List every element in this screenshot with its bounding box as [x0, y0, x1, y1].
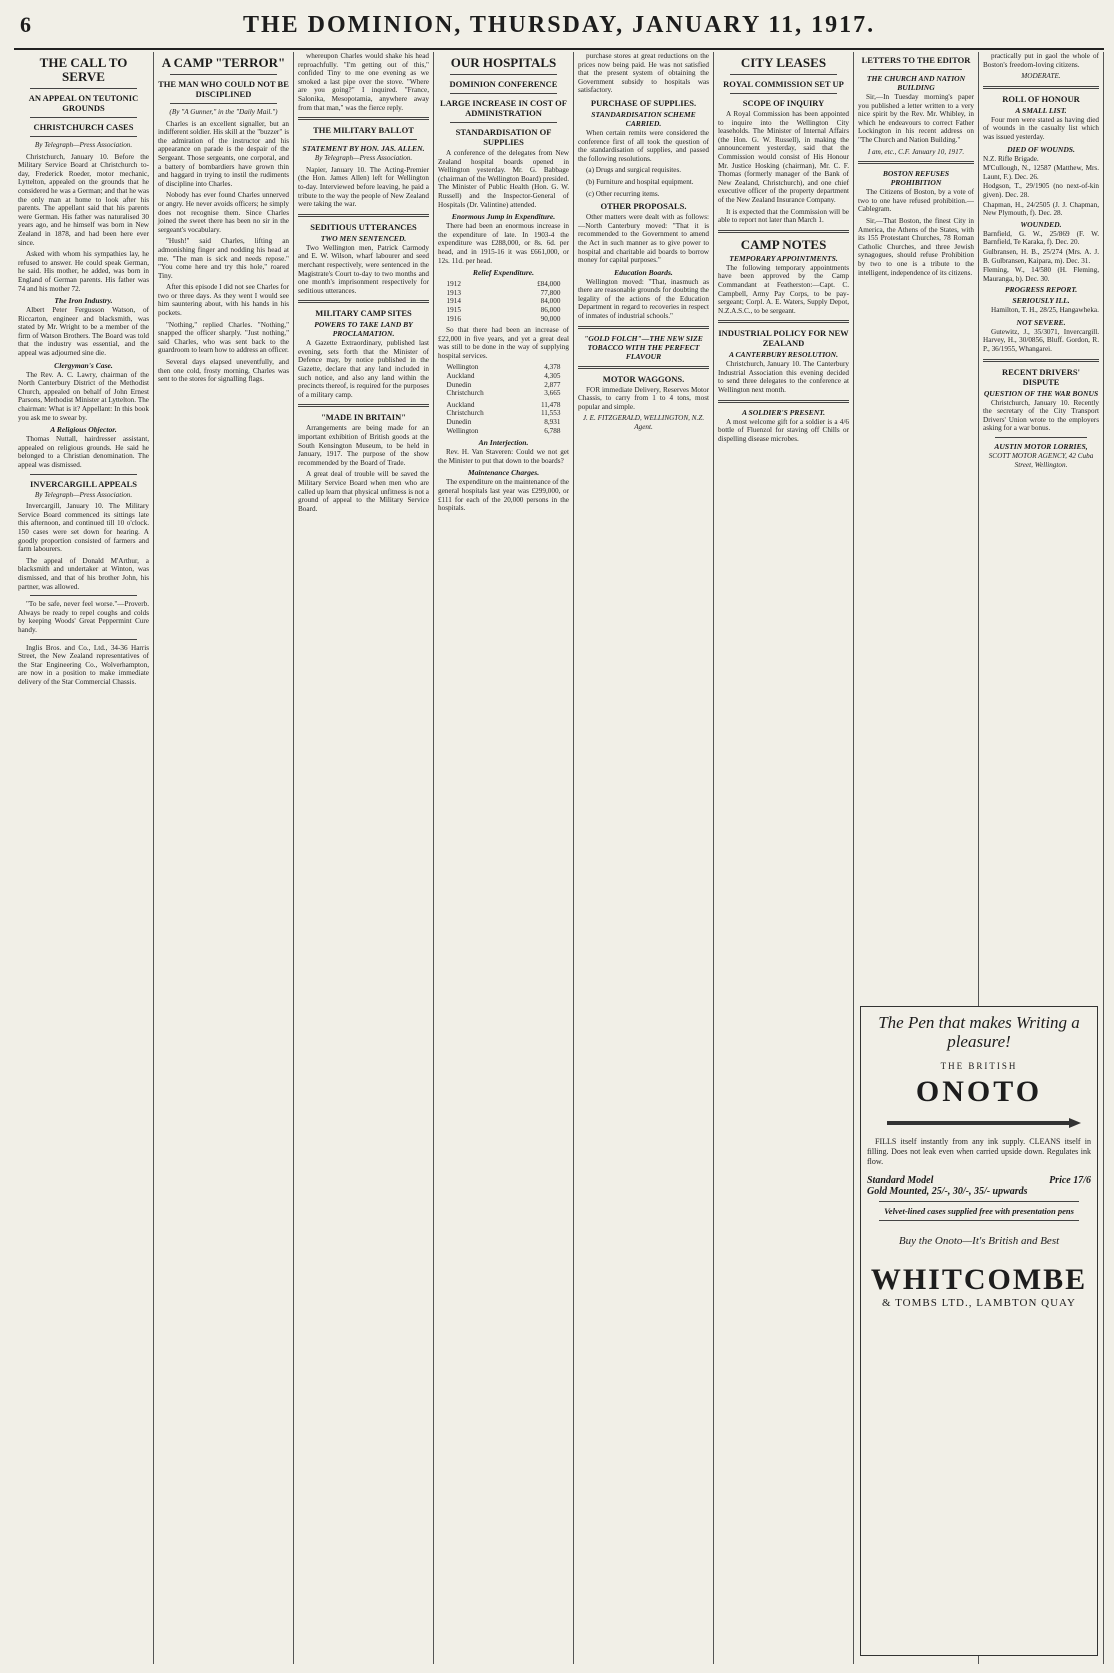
letter-paragraph: Sir,—In Tuesday morning's paper you published a letter written to a very nice spirit by the Rev. Mr. Whibley, in which he endeavours to correct Father Lockington in his recent address on "The Church and Nation Building." [858, 93, 974, 144]
divider [170, 74, 277, 75]
table-row: 1916 90,000 [446, 314, 561, 323]
column-3 [294, 52, 434, 1664]
column-1 [14, 52, 154, 1664]
advert-signature: SCOTT MOTOR AGENCY, 42 Cuba Street, Wellington. [988, 452, 1094, 469]
list-item: Barnfield, G. W., 25/869 (F. W. Barnfield, Te Karaka, f). Dec. 20. [983, 229, 1099, 247]
section-heading: Clergyman's Case. [54, 360, 113, 370]
article-paragraph: Other matters were dealt with as follows:—North Canterbury moved: "That it is recommended to the Government to amend the Act in such manner as to give power to hospital and charitable aid boards to borrow money for capital purposes." [578, 213, 709, 265]
advert-paragraph: A most welcome gift for a soldier is a 4/6 bottle of Fluenzol for staving off Chills or dispelling disease microbes. [718, 417, 849, 443]
article-paragraph: So that there had been an increase of £22,000 in five years, and yet a great deal was still to be done in the way of supplying hospital services. [438, 326, 569, 360]
divider [718, 230, 849, 233]
article-paragraph: Wellington moved: "That, inasmuch as there are reasonable grounds for doubting the legality of the actions of the Education Department in regard to recoveries in respect of inmates of industrial schools." [578, 277, 709, 321]
advert-heading: AUSTIN MOTOR LORRIES, [994, 442, 1088, 452]
advert-slogan: Buy the Onoto—It's British and Best [898, 1235, 1060, 1247]
article-paragraph: purchase stores at great reductions on the prices now being paid. He was not satisfied that the present system of obtaining the Government subsidy to hospitals was satisfactory. [578, 52, 709, 95]
column-4 [434, 52, 574, 1664]
article-paragraph: whereupon Charles would shake his head reproachfully. "I'm getting out of this," confided Tiny to me one evening as we smoked a last pipe over the stove. "Where are you going?" I inquired. "France, Salonika, Mesopotamia, anywhere away from that man," was the fierce reply. [298, 52, 429, 112]
table-row: 1913 77,800 [446, 288, 561, 297]
headline: THE MILITARY BALLOT [313, 125, 414, 136]
list-item: Gutewitz, J., 35/3071, Invercargill. Harvey, H., 30/0856, Bluff. Gordon, R. P., 36/1955, Whangarei. [983, 327, 1099, 354]
divider [30, 595, 137, 596]
divider [450, 74, 557, 75]
advert-heading: "GOLD FOLCH"—THE NEW SIZE TOBACCO WITH THE PERFECT FLAVOUR [584, 333, 703, 361]
headline: RECENT DRIVERS' DISPUTE [1001, 366, 1080, 387]
article-paragraph: The following temporary appointments have been approved by the Camp Commandant at Featherston:—Capt. C. Campbell, Army Pay Corps, to be pay-sergeant; Corpl. A. E. Waters, Supply Depot, N.Z.A.S.C., to be sergeant. [718, 263, 849, 315]
advert-heading: A SOLDIER'S PRESENT. [741, 407, 826, 417]
cities-table-2 [445, 401, 563, 435]
article-paragraph: A Royal Commission has been appointed to inquire into the Wellington City leaseholds. The Minister of Internal Affairs (the Hon. G. W. Russell), in making the announcement yesterday, said that the Commission would consist of His Honour Mr. Justice Hosking (chairman), Mr. C. F. Thomas (formerly manager of the Bank of New Zealand, Christchurch), and one chief executive officer of the property department of the New Zealand Insurance Company. [718, 110, 849, 204]
article-paragraph: Albert Peter Fergusson Watson, of Riccarton, engineer and blacksmith, was stated by Mr. Wright to be a member of the firm of Watson Brothers. The Board was told that the industry was essential, and the appeal was adjourned sine die. [18, 306, 149, 358]
divider [718, 320, 849, 323]
onoto-pen-advert [860, 1006, 1098, 1656]
cities-table [445, 363, 563, 397]
table-row: 1915 86,000 [446, 305, 561, 314]
letter-paragraph: The Citizens of Boston, by a vote of two to one have refused prohibition.—Cablegram. [858, 188, 974, 214]
list-item: Hodgson, T., 29/1905 (no next-of-kin given). Dec. 28. [983, 182, 1099, 199]
subheadline: STANDARDISATION SCHEME CARRIED. [591, 109, 696, 128]
headline: OUR HOSPITALS [450, 55, 557, 70]
section-heading: SERIOUSLY ILL. [1012, 296, 1070, 306]
divider [298, 404, 429, 407]
article-paragraph: It is expected that the Commission will be able to report not later than March 1. [718, 207, 849, 225]
divider [170, 103, 277, 104]
section-heading: An Interjection. [478, 438, 529, 448]
article-paragraph: A great deal of trouble will be saved the Military Service Board when men who are called up learn that physical unfitness is not a ground of appeal to the Military Service Board. [298, 470, 429, 513]
column-5 [574, 52, 714, 1664]
article-paragraph: Several days elapsed uneventfully, and then one cold, frosty morning, Charles was sent to the stores for signalling flags. [158, 358, 289, 384]
headline: ROLL OF HONOUR [1002, 93, 1080, 104]
subheadline: SCOPE OF INQUIRY [742, 98, 825, 108]
advert-standard-model: Standard Model [867, 1175, 934, 1186]
section-heading: Education Boards. [614, 267, 673, 277]
headline: CITY LEASES [740, 55, 827, 70]
byline: By Telegraph—Press Association. [34, 141, 133, 149]
casualty-list [983, 230, 1099, 284]
letter-paragraph: practically put in gaol the whole of Boston's freedom-loving citizens. [983, 52, 1099, 69]
article-paragraph: The expenditure on the maintenance of the general hospitals last year was £299,000, or £111 for each of the 20,000 persons in the hospitals. [438, 478, 569, 513]
divider [450, 122, 557, 123]
list-item: (a) Drugs and surgical requisites. [586, 166, 682, 175]
advert-body: FILLS itself instantly from any ink supply. CLEANS itself in filling. Does not leak even when carried upside down. Regulates ink flow. [867, 1137, 1091, 1166]
table-row: Wellington 6,788 [446, 426, 561, 435]
divider [298, 300, 429, 303]
letter-signature: MODERATE. [1021, 72, 1061, 81]
byline: By Telegraph—Press Association. [34, 490, 133, 499]
article-paragraph: Nobody has ever found Charles unnerved or angry. He never avoids officers; he simply does not recognise them. Since Charles joined the sweet there has been no sir in the sergeant's vocabulary. [158, 191, 289, 234]
advert-brand: ONOTO [915, 1075, 1043, 1108]
table-row: Auckland 11,478 [446, 400, 561, 409]
divider [870, 69, 962, 70]
masthead [14, 8, 1104, 50]
section-heading: NOT SEVERE. [1016, 317, 1066, 327]
article-paragraph: Napier, January 10. The Acting-Premier (the Hon. James Allen) left for Wellington to-day. Interviewed before leaving, he paid a tribute to the way the people of New Zealand were taking the war. [298, 165, 429, 209]
divider [30, 474, 137, 475]
subheadline: PURCHASE OF SUPPLIES. [590, 97, 697, 108]
article-paragraph: The Rev. A. C. Lawry, chairman of the North Canterbury District of the Methodist Church, appealed on behalf of John Ernest Parsons, Methodist Minister at Lyttelton. The chairman: What is it? Appellant: In this book you ask me to swear by. [18, 370, 149, 422]
letter-signature: I am, etc., C.F. January 10, 1917. [867, 147, 965, 156]
article-paragraph: When certain remits were considered the conference first of all took the question of the standardisation of supplies, and passed the following resolutions. [578, 128, 709, 163]
subheadline: DOMINION CONFERENCE [449, 79, 558, 89]
divider [30, 136, 137, 137]
article-paragraph: Thomas Nuttall, hairdresser assistant, appealed on religious grounds. He said he belonged to a Christian denomination. The appeal was dismissed. [18, 435, 149, 469]
advert-gold-price: Gold Mounted, 25/-, 30/-, 35/- upwards [867, 1186, 1028, 1197]
advert-seller: WHITCOMBE [870, 1263, 1088, 1296]
article-paragraph: After this episode I did not see Charles for two or three days. As they went I would see him sauntering about, with his hands in his pockets. [158, 283, 289, 318]
headline: SEDITIOUS UTTERANCES [310, 221, 417, 232]
section-heading: PROGRESS REPORT. [1004, 285, 1078, 295]
advert-tagline: The Pen that makes Writing a pleasure! [878, 1013, 1080, 1051]
divider [983, 86, 1099, 89]
byline: (By "A Gunner," in the "Daily Mail.") [169, 108, 278, 116]
table-row: 1912 £84,000 [446, 280, 561, 289]
headline: LETTERS TO THE EDITOR [861, 55, 971, 65]
subheadline: BOSTON REFUSES PROHIBITION [882, 169, 950, 188]
headline: "MADE IN BRITAIN" [321, 412, 406, 423]
headline: INDUSTRIAL POLICY FOR NEW ZEALAND [718, 328, 849, 349]
subheadline: THE MAN WHO COULD NOT BE DISCIPLINED [158, 79, 289, 99]
subheadline: INVERCARGILL APPEALS [30, 478, 137, 489]
table-row: Christchurch 3,665 [446, 389, 561, 398]
subheadline: STANDARDISATION OF SUPPLIES [455, 127, 552, 147]
section-heading: WOUNDED. [1020, 219, 1062, 229]
article-paragraph: Two Wellington men, Patrick Carmody and E. W. Wilson, wharf labourer and seed merchant respectively, were sentenced in the Magistrate's Court to-day to two months and one month's imprisonment respectively for seditious utterances. [298, 243, 429, 295]
subheadline: TEMPORARY APPOINTMENTS. [729, 253, 838, 263]
section-heading: Enormous Jump in Expenditure. [451, 212, 556, 222]
subheadline: LARGE INCREASE IN COST OF ADMINISTRATION [440, 98, 567, 118]
table-row: Auckland 4,305 [446, 372, 561, 381]
divider [578, 366, 709, 369]
subheadline: A SMALL LIST. [1015, 105, 1067, 115]
section-heading: Maintenance Charges. [467, 468, 540, 478]
divider [310, 139, 417, 140]
table-row: Dunedin 8,931 [446, 418, 561, 427]
article-paragraph: The appeal of Donald M'Arthur, a blacksmith and undertaker at Winton, was dismissed, and that of his brother John, his partner, was allowed. [18, 556, 149, 591]
divider [983, 359, 1099, 362]
list-item: N.Z. Rifle Brigade. [983, 154, 1039, 163]
article-paragraph: Christchurch, January 10. Before the Military Service Board at Christchurch to-day, Frederick Roeder, motor mechanic, Lyttelton, appealed on the grounds that he considered he was a German; and that he was the only man at home to look after his parents. The appellant said that his parents were German. His father was naturalised 30 years ago, and he himself was born in New Zealand in 1878, and had been here ever since. [18, 152, 149, 247]
subheadline: POWERS TO TAKE LAND BY PROCLAMATION. [314, 320, 413, 339]
table-row: 1914 84,000 [446, 297, 561, 306]
column-2 [154, 52, 294, 1664]
article-paragraph: Rev. H. Van Staveren: Could we not get the Minister to put that down to the boards? [438, 448, 569, 465]
advert-standard-price: Price 17/6 [1049, 1175, 1091, 1186]
divider [879, 1220, 1079, 1221]
article-paragraph: Charles is an excellent signaller, but an indifferent soldier. His skill at the "buzzer" is the admiration of the instructor and his appearance on parade is the despair of the Sergeant. Those sergeants, one corporal, and a battery of bombardiers have grown thin and haggard in trying to instil the rudiments of discipline into Charles. [158, 119, 289, 188]
divider [30, 639, 137, 640]
divider [298, 214, 429, 217]
advert-brand-prefix: THE BRITISH [940, 1061, 1018, 1071]
table-row: Christchurch 11,553 [446, 409, 561, 418]
advert-paragraph: Inglis Bros. and Co., Ltd., 34-36 Harris Street, the New Zealand representatives of the Star Engineering Co., Wolverhampton, are now in a position to make immediate delivery of the Star Commercial Chassis. [18, 643, 149, 686]
divider [730, 93, 837, 94]
article-paragraph: A Gazette Extraordinary, published last evening, sets forth that the Minister of Defence may, by notice published in the Gazette, declare that any land included in such notice, and also any land within the precincts thereof, is required for the purposes of a military camp. [298, 339, 429, 399]
advert-signature: J. E. FITZGERALD, WELLINGTON, N.Z. Agent. [582, 414, 705, 432]
divider [995, 437, 1087, 438]
advert-paragraph: FOR immediate Delivery, Reserves Motor Chassis, to carry from 1 to 4 tons, most popular and simple. [578, 385, 709, 411]
list-item: (b) Furniture and hospital equipment. [586, 177, 694, 186]
article-paragraph: Four men were stated as having died of wounds in the casualty list which was issued yesterday. [983, 115, 1099, 141]
article-paragraph: "Hush!" said Charles, lifting an admonishing finger and nodding his head at me. "The man is sick and needs repose." "You come here and try this hole," roared Tiny. [158, 237, 289, 280]
divider [730, 74, 837, 75]
article-paragraph: There had been an enormous increase in the expenditure of late. In 1903-4 the expenditure was £288,000, or 8s. 6d. per head, and in 1915-16 it was £661,000, or 12s. 11d. per head. [438, 222, 569, 265]
divider [879, 1201, 1079, 1202]
subheadline: AN APPEAL ON TEUTONIC GROUNDS [28, 93, 139, 113]
article-paragraph: Invercargill, January 10. The Military Service Board commenced its sittings late this afternoon, and continued till 10 o'clock. 150 cases were set down for hearing. A goodly proportion consisted of farmers and farm labourers. [18, 502, 149, 554]
advert-paragraph: "To be safe, never feel worse."—Proverb. Always be ready to repel coughs and colds by keeping Woods' Great Peppermint Cure handy. [18, 600, 149, 634]
subheadline: A CANTERBURY RESOLUTION. [728, 350, 839, 360]
page-number: 6 [20, 12, 31, 37]
casualty-list [983, 155, 1099, 218]
subheadline: STATEMENT BY HON. JAS. ALLEN. [302, 144, 425, 154]
advert-heading: MOTOR WAGGONS. [602, 373, 685, 384]
list-item: Chapman, H., 24/2505 (J. J. Chapman, New Plymouth, f). Dec. 28. [983, 200, 1099, 218]
section-heading: Relief Expenditure. [472, 268, 535, 278]
list-item: M'Cullough, N., 12587 (Matthew, Mrs. Launt, F.). Dec. 26. [983, 164, 1099, 181]
relief-expenditure-table [445, 280, 563, 323]
fountain-pen-icon [887, 1115, 1071, 1131]
subheadline: TWO MEN SENTENCED. [320, 233, 407, 243]
section-heading: A Religious Objector. [50, 425, 117, 435]
divider [30, 88, 137, 89]
divider [718, 400, 849, 403]
masthead-title: THE DOMINION, THURSDAY, JANUARY 11, 1917. [242, 12, 876, 38]
table-row: Wellington 4,378 [446, 363, 561, 372]
headline: MILITARY CAMP SITES [315, 308, 412, 319]
headline: THE CALL TO SERVE [39, 55, 128, 84]
article-paragraph: Arrangements are being made for an important exhibition of British goods at the South Kensington Museum, to be held in January, 1917. The purpose of the show recommended by the Board of Trade. [298, 424, 429, 467]
list-item: Fleming, W., 14/580 (H. Fleming, Mauranga, b). Dec. 30. [983, 266, 1099, 283]
subheadline: CHRISTCHURCH CASES [33, 122, 134, 132]
article-paragraph: Asked with whom his sympathies lay, he refused to answer. He could speak German, he said. His mother, he added, was born in England of German parents. His father was 74 and his mother 72. [18, 250, 149, 293]
subheadline: THE CHURCH AND NATION BUILDING [866, 74, 966, 92]
list-item: Hamilton, T. H., 28/25, Hangawheka. [991, 306, 1099, 315]
subheadline: QUESTION OF THE WAR BONUS [983, 388, 1099, 398]
headline: A CAMP "TERROR" [161, 55, 286, 70]
article-paragraph: Christchurch, January 10. Recently the secretary of the City Transport Drivers' Union wrote to the employers asking for a war bonus. [983, 398, 1099, 433]
advert-velvet-cases: Velvet-lined cases supplied free with presentation pens [884, 1206, 1074, 1216]
section-heading: DIED OF WOUNDS. [1007, 144, 1075, 154]
advert-seller-address: & TOMBS LTD., LAMBTON QUAY [882, 1297, 1076, 1309]
subheadline: ROYAL COMMISSION SET UP [723, 79, 844, 89]
divider [578, 326, 709, 329]
divider [298, 117, 429, 120]
letter-paragraph: Sir,—That Boston, the finest City in America, the Athens of the States, with its 155 Protestant Churches, 78 Roman Catholic Churches, and three Jewish synagogues, should refuse Prohibition by two to one is a tribute to the intelligent, independence of its citizens. [858, 216, 974, 277]
headline: CAMP NOTES [740, 236, 827, 252]
table-row: Dunedin 2,877 [446, 380, 561, 389]
article-paragraph: "Nothing," replied Charles. "Nothing," snapped the officer sharply. "Just nothing," said Charles, who was sent back to the guardroom to learn how to address an officer. [158, 320, 289, 355]
list-item: (c) Other recurring items. [586, 189, 660, 198]
column-6 [714, 52, 854, 1664]
article-paragraph: Christchurch, January 10. The Canterbury Industrial Association this evening decided to send three delegates to the conference at Wellington next month. [718, 360, 849, 395]
subheadline: OTHER PROPOSALS. [600, 201, 687, 212]
section-heading: The Iron Industry. [54, 296, 113, 306]
list-item: Gulbransen, H. B., 25/274 (Mrs. A. J. B. Gulbransen, Kaipara, m). Dec. 31. [983, 247, 1099, 265]
divider [858, 161, 974, 164]
divider [30, 117, 137, 118]
divider [450, 93, 557, 94]
byline: By Telegraph—Press Association. [314, 154, 413, 163]
article-paragraph: A conference of the delegates from New Zealand hospital boards opened in Wellington yesterday. Mr. G. Babbage (chairman of the Wellington Board) presided. The Minister of Public Health (Hon. G. W. Russell) and the Inspector-General of Hospitals (Dr. Valintine) attended. [438, 149, 569, 209]
